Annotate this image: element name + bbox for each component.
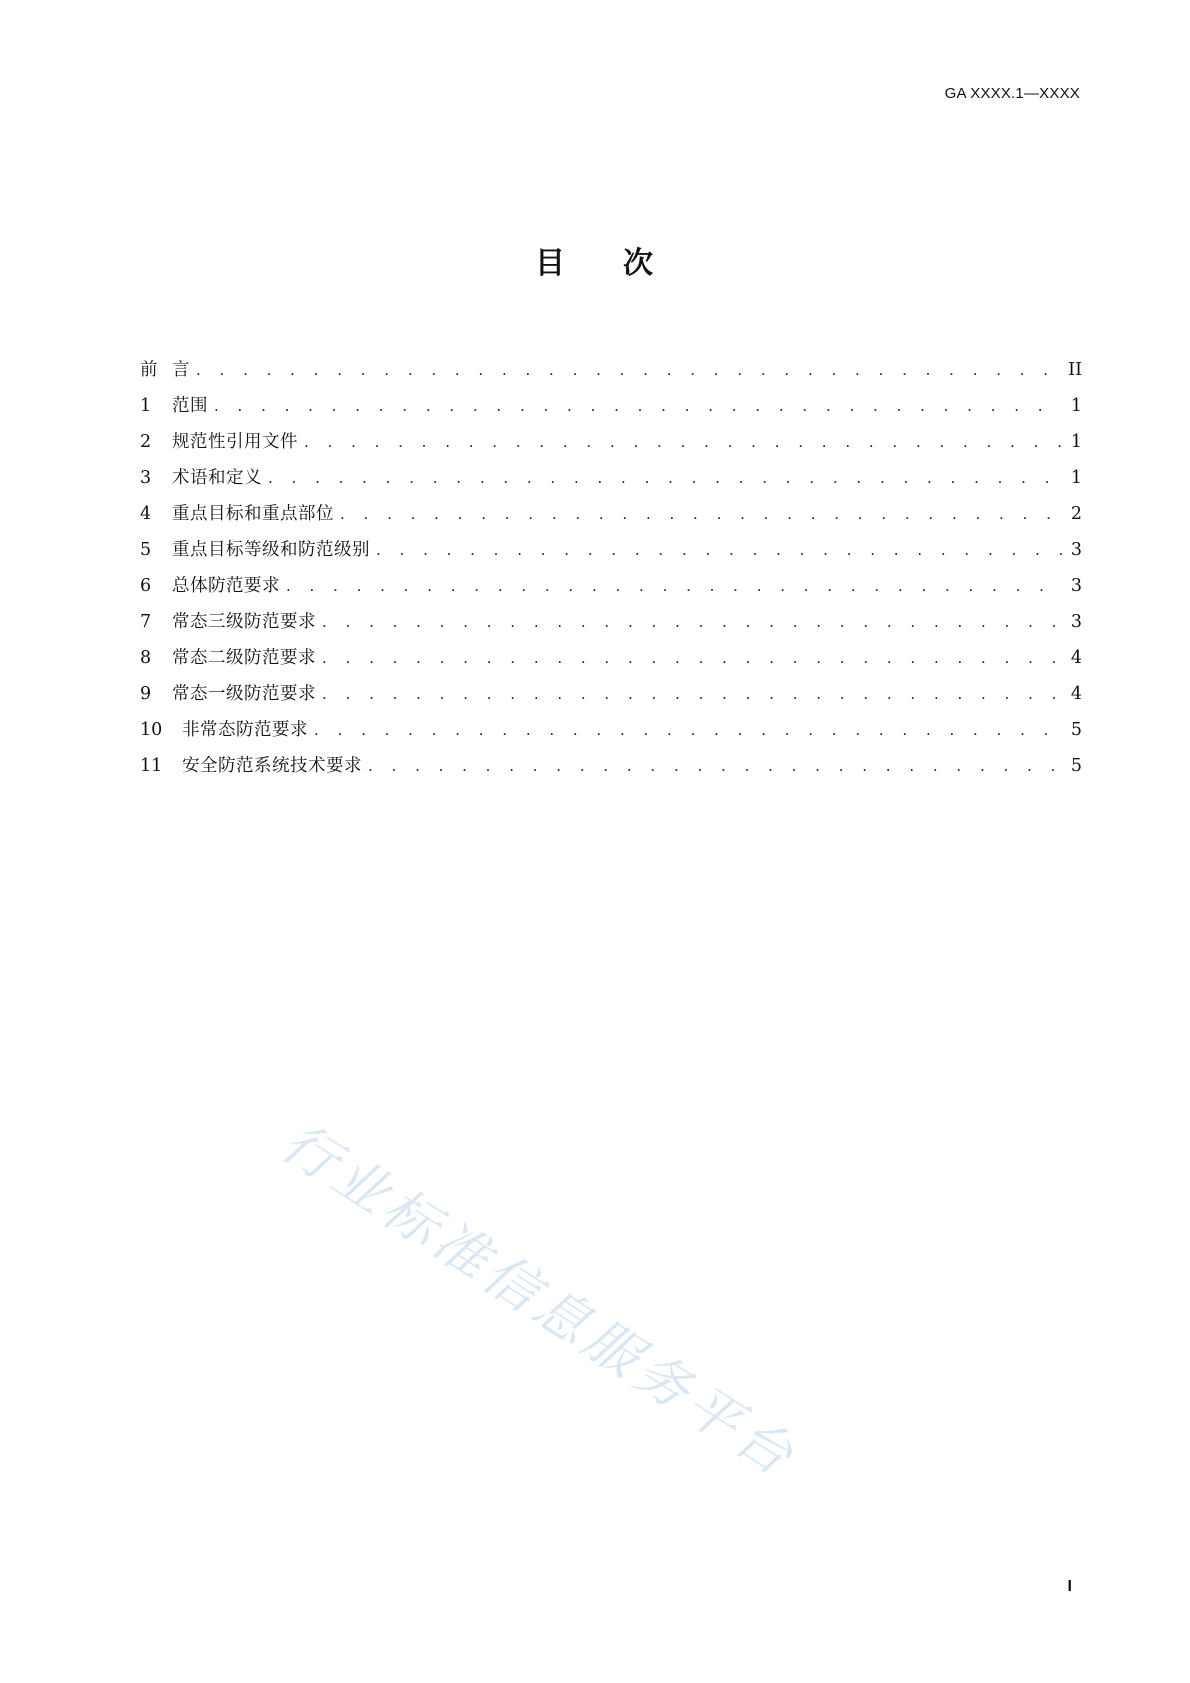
toc-item-number: 4 [140, 504, 152, 524]
toc-dot-leader [286, 568, 1062, 604]
toc-item-number: 10 [140, 720, 163, 740]
toc-item-label: 重点目标和重点部位 [172, 504, 334, 524]
watermark: 行业标准信息服务平台 [270, 1110, 809, 1491]
toc-item-label: 常态三级防范要求 [172, 612, 316, 632]
toc-item-page: 1 [1070, 432, 1082, 452]
toc-item-label: 言 [172, 360, 190, 380]
toc-item-level-one[interactable] [140, 676, 1082, 712]
toc-dot-leader [314, 712, 1062, 748]
toc-item-page: 5 [1070, 756, 1082, 776]
toc-item-security-system[interactable] [140, 748, 1082, 784]
toc-item-label: 规范性引用文件 [172, 432, 298, 452]
toc-item-page: 1 [1070, 468, 1082, 488]
toc-item-number: 7 [140, 612, 152, 632]
toc-item-number: 11 [140, 756, 163, 776]
toc-item-normative-references[interactable] [140, 424, 1082, 460]
toc-dot-leader [322, 676, 1062, 712]
toc-item-label: 常态一级防范要求 [172, 684, 316, 704]
toc-dot-leader [368, 748, 1062, 784]
toc-item-general-requirements[interactable] [140, 568, 1082, 604]
toc-item-page: 3 [1070, 540, 1082, 560]
page-title-char-2: 次 [623, 246, 655, 281]
toc-dot-leader [322, 604, 1062, 640]
toc-item-number: 9 [140, 684, 152, 704]
toc-item-page: 3 [1070, 612, 1082, 632]
toc-item-number: 2 [140, 432, 152, 452]
page-title-char-1: 目 [535, 246, 567, 281]
document-code: GA XXXX.1—XXXX [944, 85, 1080, 102]
table-of-contents [140, 352, 1082, 784]
toc-item-label: 非常态防范要求 [182, 720, 308, 740]
page-number: I [1067, 1578, 1072, 1595]
toc-item-page: 3 [1070, 576, 1082, 596]
toc-item-label: 常态二级防范要求 [172, 648, 316, 668]
toc-dot-leader [322, 640, 1062, 676]
toc-item-number: 1 [140, 396, 152, 416]
toc-dot-leader [214, 388, 1062, 424]
toc-item-preface[interactable] [140, 352, 1082, 388]
toc-item-number: 5 [140, 540, 152, 560]
toc-dot-leader [376, 532, 1062, 568]
toc-item-key-targets[interactable] [140, 496, 1082, 532]
page-title [0, 238, 1190, 282]
toc-item-label: 安全防范系统技术要求 [182, 756, 362, 776]
toc-item-number: 3 [140, 468, 152, 488]
toc-item-label: 重点目标等级和防范级别 [172, 540, 370, 560]
toc-item-label: 总体防范要求 [172, 576, 280, 596]
toc-item-number: 前 [140, 360, 158, 380]
toc-item-page: II [1068, 360, 1082, 380]
toc-item-level-three[interactable] [140, 604, 1082, 640]
toc-item-label: 术语和定义 [172, 468, 262, 488]
toc-dot-leader [268, 460, 1062, 496]
toc-item-level-two[interactable] [140, 640, 1082, 676]
toc-item-scope[interactable] [140, 388, 1082, 424]
toc-item-abnormal-state[interactable] [140, 712, 1082, 748]
toc-item-number: 6 [140, 576, 152, 596]
toc-item-target-levels[interactable] [140, 532, 1082, 568]
toc-dot-leader [196, 352, 1062, 388]
toc-dot-leader [340, 496, 1062, 532]
toc-item-page: 1 [1070, 396, 1082, 416]
toc-item-page: 4 [1070, 684, 1082, 704]
toc-dot-leader [304, 424, 1062, 460]
toc-item-number: 8 [140, 648, 152, 668]
toc-item-label: 范围 [172, 396, 208, 416]
toc-item-page: 4 [1070, 648, 1082, 668]
toc-item-page: 5 [1070, 720, 1082, 740]
toc-item-terms-definitions[interactable] [140, 460, 1082, 496]
toc-item-page: 2 [1070, 504, 1082, 524]
